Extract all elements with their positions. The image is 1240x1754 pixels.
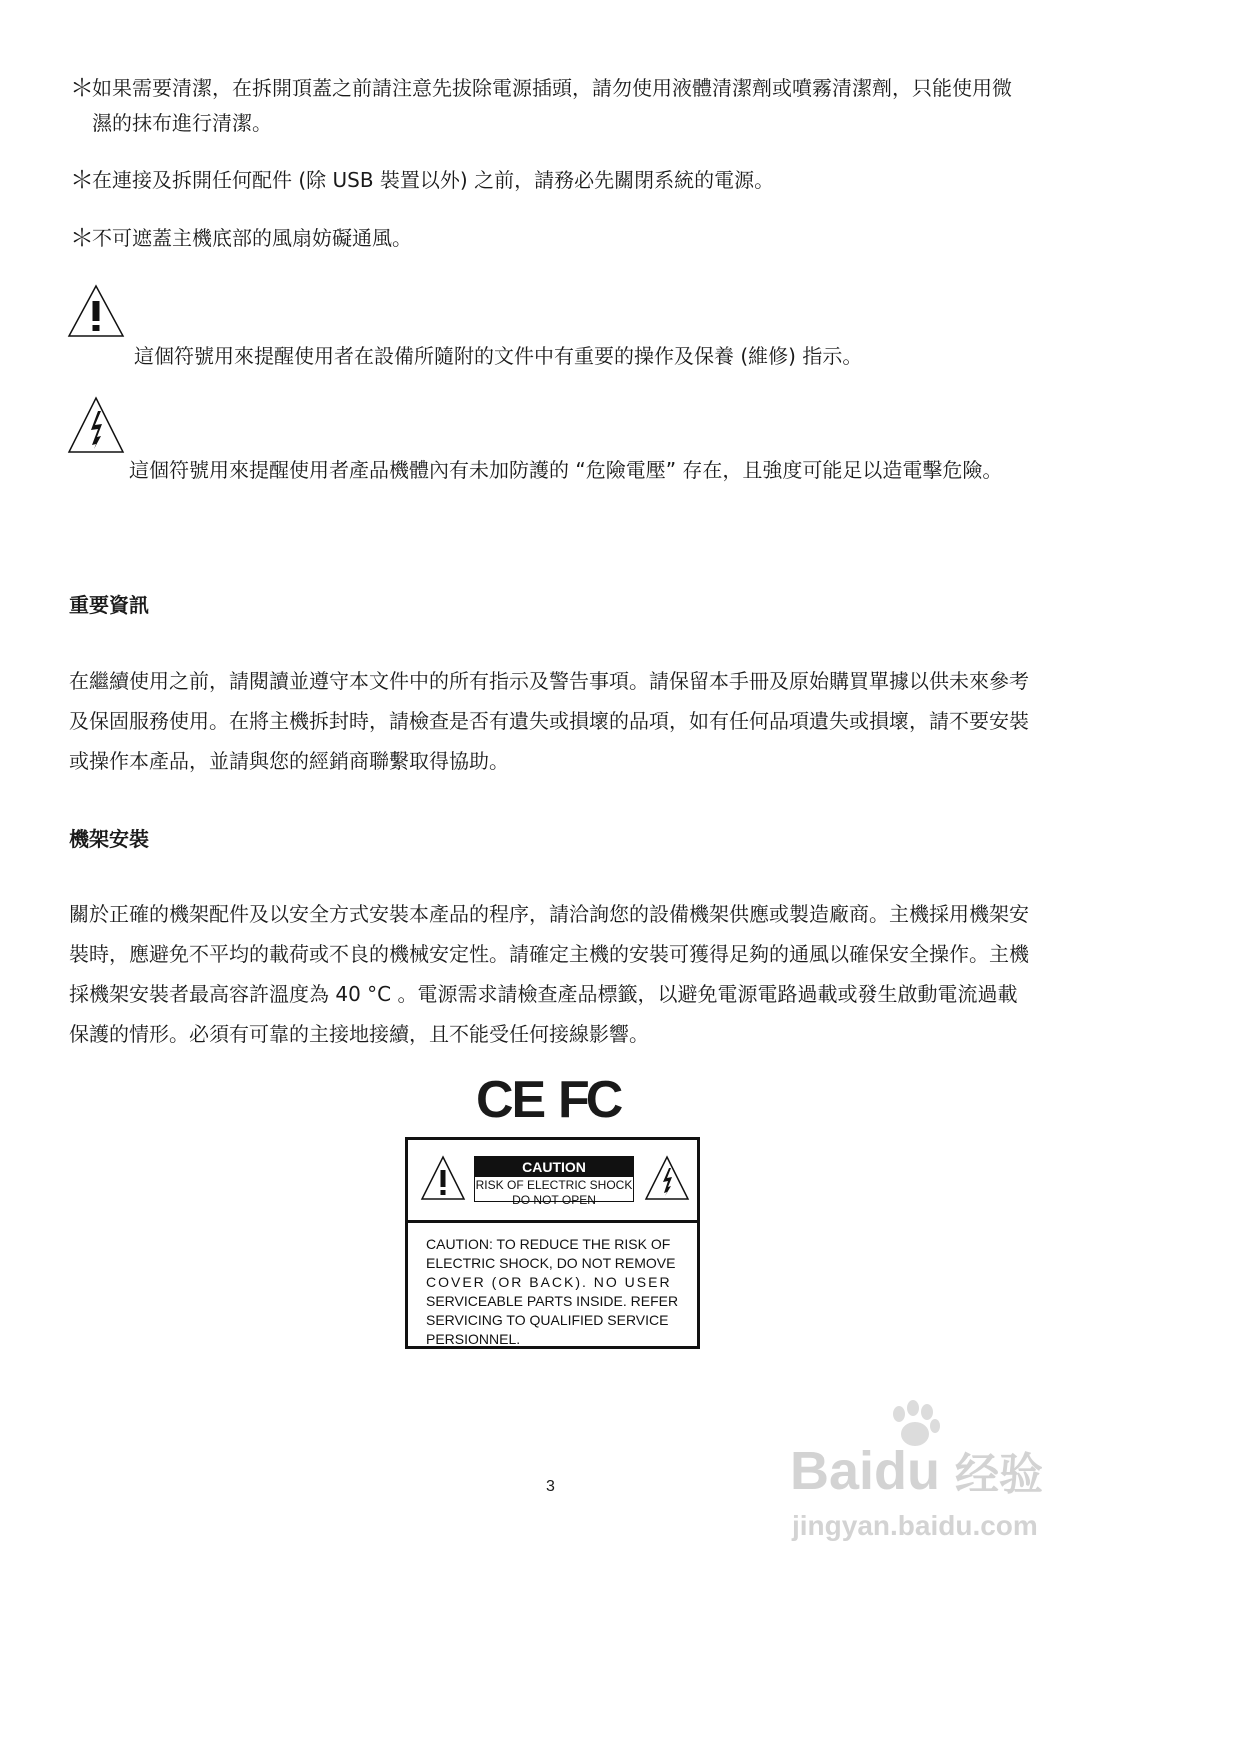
caution-body-line: ELECTRIC SHOCK, DO NOT REMOVE [426,1255,676,1271]
rack-paragraph [69,894,1169,1054]
bullet-asterisk: ＊ [70,224,94,252]
watermark-url: jingyan.baidu.com [792,1510,1038,1541]
fcc-logo-text: FC [558,1071,620,1129]
note-1-line-2: 濕的抹布進行清潔。 [92,111,272,135]
fcc-logo [558,1070,619,1130]
lightning-triangle-icon [67,396,125,454]
page-number: 3 [546,1478,555,1495]
paragraph-line: 採機架安裝者最高容許溫度為 40 °C 。電源需求請檢查產品標籤，以避免電源電路過載或發生啟動電流過載 [69,982,1018,1006]
watermark-brand-cn: 经验 [955,1450,1044,1499]
caution-body [426,1235,678,1349]
baidu-watermark [790,1400,1050,1560]
caution-subtitle-1: RISK OF ELECTRIC SHOCK [475,1178,633,1192]
paragraph-line: 或操作本產品，並請與您的經銷商聯繫取得協助。 [69,749,509,773]
watermark-brand-text: Baidu [790,1441,941,1501]
exclamation-triangle-icon [420,1155,466,1201]
ce-logo: CE [476,1071,545,1129]
caution-body-line: CAUTION: TO REDUCE THE RISK OF [426,1236,671,1252]
caution-subtitle-2: DO NOT OPEN [512,1193,596,1207]
caution-body-line: SERVICING TO QUALIFIED SERVICE [426,1312,669,1328]
paragraph-line: 保護的情形。必須有可靠的主接地接續，且不能受任何接線影響。 [69,1022,649,1046]
symbol-2-description: 這個符號用來提醒使用者產品機體內有未加防護的 “危險電壓” 存在，且強度可能足以造電擊危險。 [129,458,1003,482]
paragraph-line: 在繼續使用之前，請閱讀並遵守本文件中的所有指示及警告事項。請保留本手冊及原始購買單據以供未來參考 [69,669,1029,693]
paragraph-line: 裝時，應避免不平均的載荷或不良的機械安定性。請確定主機的安裝可獲得足夠的通風以確保安全操作。主機 [69,942,1029,966]
caution-title: CAUTION [475,1157,633,1177]
important-paragraph [69,661,1169,781]
caution-body-line: PERSIONNEL. [426,1331,521,1347]
caution-center-box [474,1156,634,1207]
lightning-triangle-icon [644,1155,690,1201]
symbol-1-description: 這個符號用來提醒使用者在設備所隨附的文件中有重要的操作及保養 (維修) 指示。 [134,344,863,368]
caution-body-line: COVER (OR BACK). NO USER [426,1274,672,1290]
caution-label-top [408,1140,697,1223]
note-3-line-1: 不可遮蓋主機底部的風扇妨礙通風。 [92,226,412,250]
exclamation-triangle-icon [67,284,125,338]
bullet-asterisk: ＊ [70,74,94,102]
paragraph-line: 關於正確的機架配件及以安全方式安裝本產品的程序，請洽詢您的設備機架供應或製造廠商。主機採用機架安 [69,902,1029,926]
rack-heading: 機架安裝 [69,827,149,851]
note-2-line-1: 在連接及拆開任何配件 (除 USB 裝置以外) 之前，請務必先關閉系統的電源。 [92,168,775,192]
watermark-brand [790,1438,1043,1502]
important-heading: 重要資訊 [69,593,149,617]
caution-label [405,1137,700,1349]
bullet-asterisk: ＊ [70,166,94,194]
caution-body-line: SERVICEABLE PARTS INSIDE. REFER [426,1293,679,1309]
paragraph-line: 及保固服務使用。在將主機拆封時，請檢查是否有遺失或損壞的品項，如有任何品項遺失或損壞，請不要安裝 [69,709,1029,733]
note-1-line-1: 如果需要清潔，在拆開頂蓋之前請注意先拔除電源插頭，請勿使用液體清潔劑或噴霧清潔劑，只能使用微 [92,76,1012,100]
